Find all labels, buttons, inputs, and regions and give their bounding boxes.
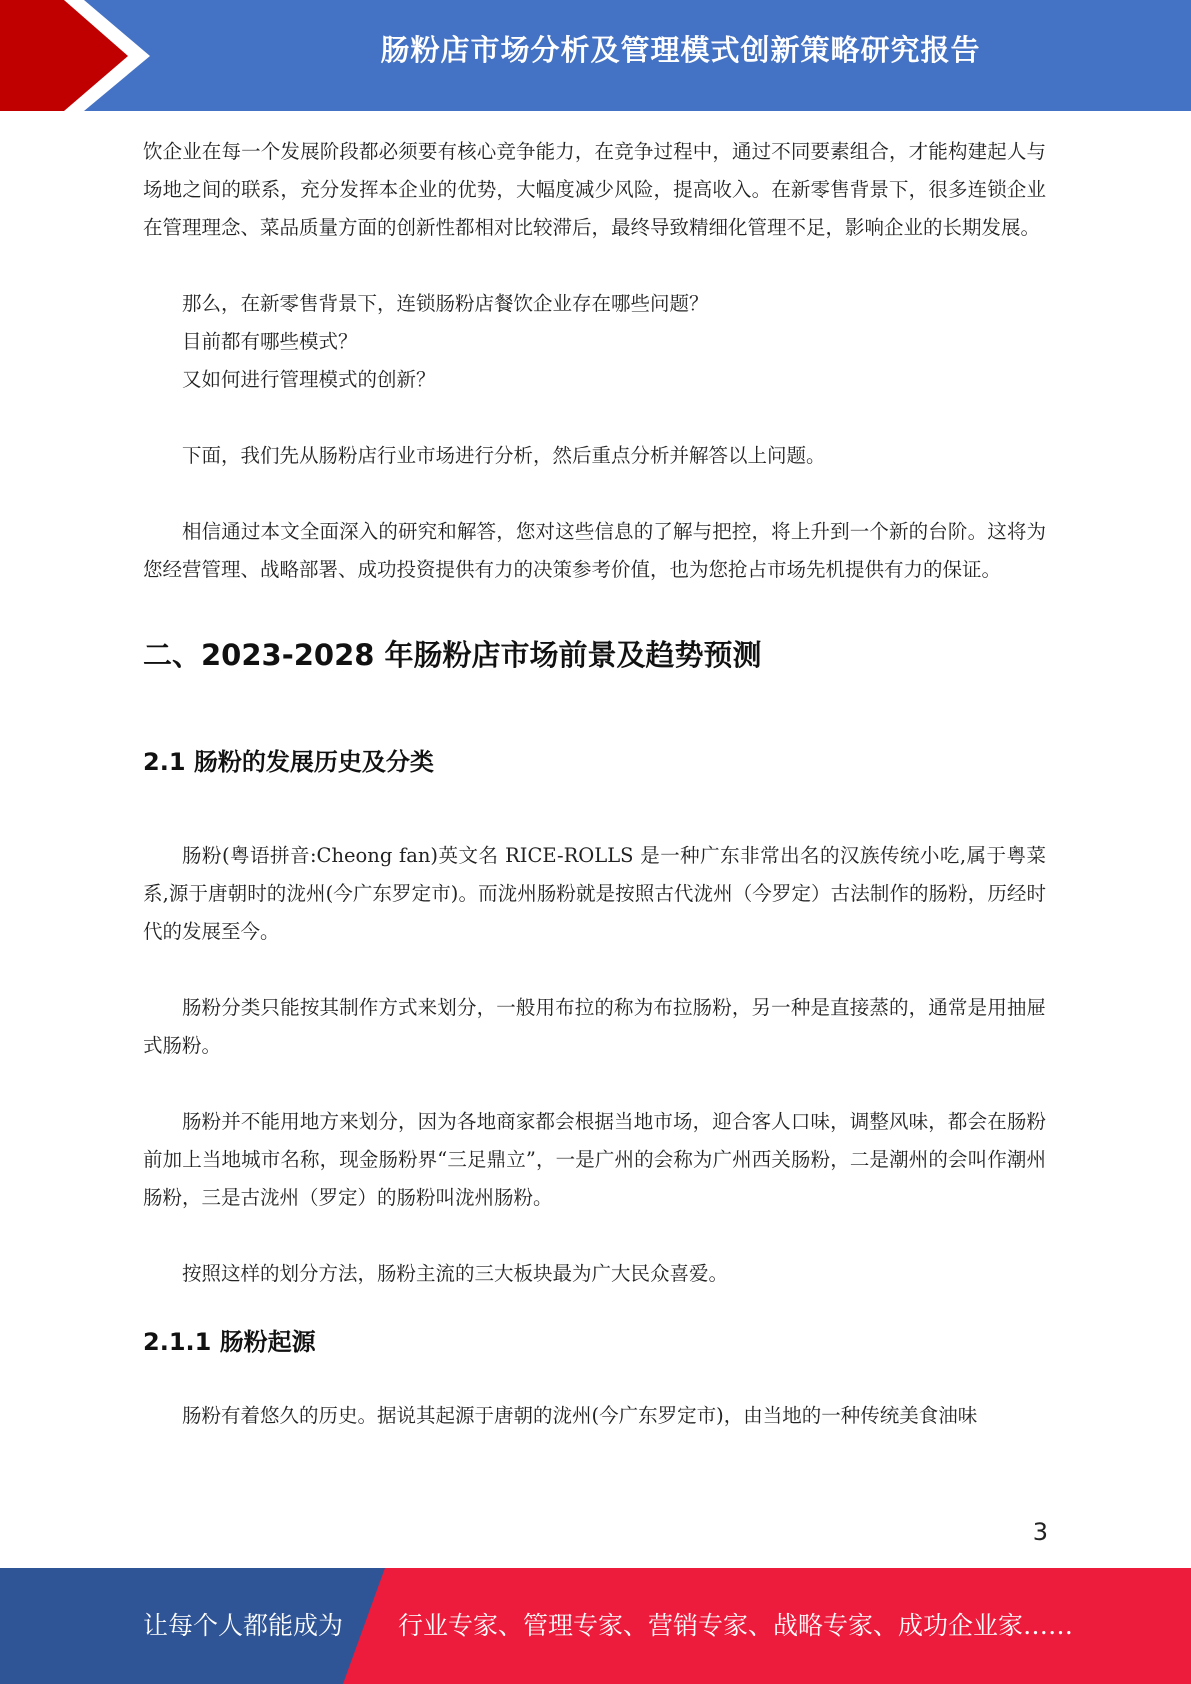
question-1: 那么，在新零售背景下，连锁肠粉店餐饮企业存在哪些问题？ (182, 292, 709, 315)
question-3: 又如何进行管理模式的创新？ (182, 368, 436, 391)
footer-slogan-roles: 行业专家、管理专家、营销专家、战略专家、成功企业家…… (398, 1611, 1074, 1640)
page-header (0, 0, 1191, 111)
report-title: 肠粉店市场分析及管理模式创新策略研究报告 (380, 33, 981, 67)
subsection-heading-2-1: 2.1 肠粉的发展历史及分类 (143, 748, 434, 776)
paragraph-regions: 肠粉并不能用地方来划分，因为各地商家都会根据当地市场，迎合客人口味，调整风味，都会在肠粉前加上当地城市名称，现金肠粉界“三足鼎立”，一是广州的会称为广州西关肠粉，二是潮州的会叫作潮州肠粉，三是古泷州（罗定）的肠粉叫泷州肠粉。 (143, 1110, 1046, 1209)
page-footer (0, 1568, 1191, 1684)
paragraph-intro: 饮企业在每一个发展阶段都必须要有核心竞争能力，在竞争过程中，通过不同要素组合，才能构建起人与场地之间的联系，充分发挥本企业的优势，大幅度减少风险，提高收入。在新零售背景下，很多连锁企业在管理理念、菜品质量方面的创新性都相对比较滞后，最终导致精细化管理不足，影响企业的长期发展。 (143, 140, 1046, 239)
paragraph-origin-name: 肠粉(粤语拼音:Cheong fan)英文名 RICE-ROLLS 是一种广东非常出名的汉族传统小吃,属于粤菜系,源于唐朝时的泷州(今广东罗定市)。而泷州肠粉就是按照古代泷州（今罗定）古法制作的肠粉，历经时代的发展至今。 (143, 844, 1046, 943)
paragraph-value: 相信通过本文全面深入的研究和解答，您对这些信息的了解与把控，将上升到一个新的台阶。这将为您经营管理、战略部署、成功投资提供有力的决策参考价值，也为您抢占市场先机提供有力的保证。 (143, 520, 1046, 581)
footer-slogan-lead: 让每个人都能成为 (143, 1611, 344, 1640)
paragraph-three-blocks: 按照这样的划分方法，肠粉主流的三大板块最为广大民众喜爱。 (182, 1262, 729, 1285)
paragraph-analysis-plan: 下面，我们先从肠粉店行业市场进行分析，然后重点分析并解答以上问题。 (182, 444, 826, 467)
page-number: 3 (1032, 1518, 1048, 1546)
paragraph-classification: 肠粉分类只能按其制作方式来划分，一般用布拉的称为布拉肠粉，另一种是直接蒸的，通常是用抽屉式肠粉。 (143, 996, 1046, 1057)
question-2: 目前都有哪些模式？ (182, 330, 358, 353)
section-heading: 二、2023-2028 年肠粉店市场前景及趋势预测 (143, 638, 762, 672)
main-content (143, 133, 1046, 1435)
paragraph-history: 肠粉有着悠久的历史。据说其起源于唐朝的泷州(今广东罗定市)，由当地的一种传统美食油味 (182, 1404, 978, 1427)
subsection-heading-2-1-1: 2.1.1 肠粉起源 (143, 1328, 316, 1356)
